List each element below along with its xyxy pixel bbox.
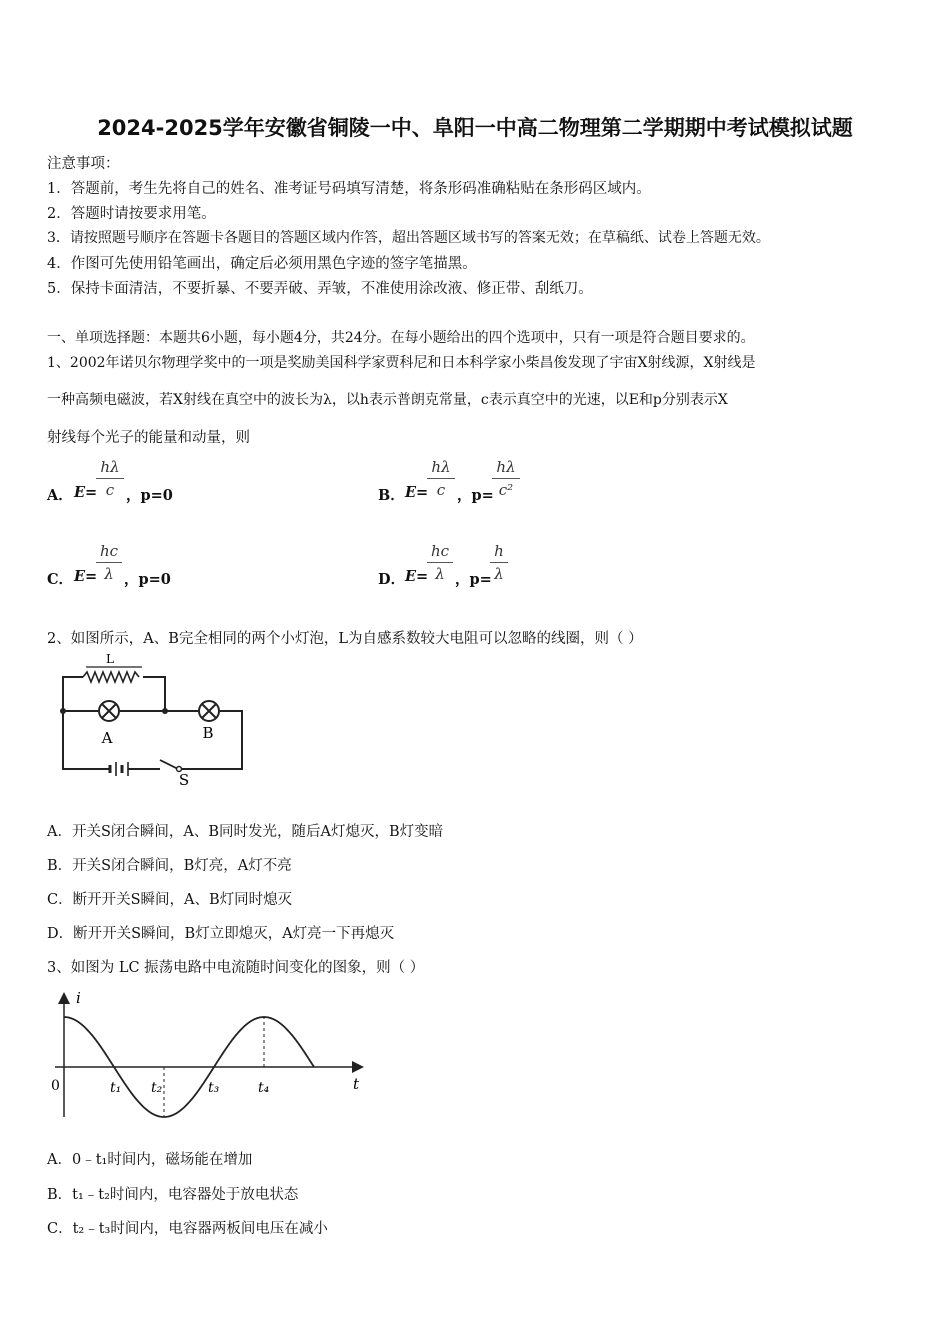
q1-option-a-label: A． [47,487,73,504]
fraction-bar [492,478,520,479]
fraction-denominator: λ [104,565,114,583]
fraction-denominator: c² [498,481,514,499]
inductor-coil-icon [83,672,139,682]
q1-option-d-e-fraction [427,542,453,583]
notes-item: 5．保持卡面清洁，不要折暴、不要弄破、弄皱，不准使用涂改液、修正带、刮纸刀。 [47,281,593,297]
q1-option-a-p: ，p=0 [126,487,173,504]
fraction-numerator: hλ [100,458,120,476]
notes-item: 1．答题前，考生先将自己的姓名、准考证号码填写清楚，将条形码准确粘贴在条形码区域内。 [47,181,651,197]
wire [63,677,83,711]
junction-dot [162,708,168,714]
q1-option-b-e: E= [405,484,429,501]
fraction-bar [427,562,453,563]
t1-label: t₁ [110,1080,122,1096]
q1-option-a-e-fraction [96,458,124,499]
notes-heading: 注意事项： [47,156,120,172]
q3-stem: 3、如图为 LC 振荡电路中电流随时间变化的图象，则（ ） [47,960,425,976]
fraction-numerator: hc [430,542,450,560]
q1-option-b-p: ，p= [457,487,494,504]
q3-current-graph [45,985,370,1120]
q2-circuit-figure [50,652,255,787]
x-axis-label: t [353,1075,360,1093]
q2-option-b: B．开关S闭合瞬间，B灯亮，A灯不亮 [47,858,292,874]
y-axis-label: i [76,989,81,1007]
notes-item: 2．答题时请按要求用笔。 [47,206,216,222]
fraction-bar [96,562,122,563]
fraction-denominator: λ [494,565,504,583]
q1-stem-line3: 射线每个光子的能量和动量，则 [47,430,250,446]
label-a: A [101,729,113,747]
notes-item: 3．请按照题号顺序在答题卡各题目的答题区域内作答，超出答题区域书写的答案无效；在草稿纸、试卷上答题无效。 [47,230,770,246]
page-title: 2024-2025学年安徽省铜陵一中、阜阳一中高二物理第二学期期中考试模拟试题 [97,116,853,140]
fraction-denominator: c [436,481,446,499]
q1-option-d-label: D． [378,571,406,588]
q2-stem: 2、如图所示，A、B完全相同的两个小灯泡，L为自感系数较大电阻可以忽略的线圈，则（ ） [47,631,643,647]
q1-option-a-e: E= [74,484,98,501]
q1-option-c-e-fraction [96,542,122,583]
q1-option-c-label: C． [47,571,74,588]
fraction-numerator: hc [99,542,119,560]
fraction-numerator: hλ [431,458,451,476]
label-b: B [202,724,214,742]
q1-option-c-p: ，p=0 [124,571,171,588]
q1-option-d-p: ，p= [455,571,492,588]
q3-option-b: B．t₁﹣t₂时间内，电容器处于放电状态 [47,1187,299,1203]
origin-label: 0 [51,1078,60,1094]
t3-label: t₃ [208,1080,220,1096]
wire [143,677,165,711]
notes-item: 4．作图可先使用铅笔画出，确定后必须用黑色字迹的签字笔描黑。 [47,256,477,272]
fraction-numerator: h [494,542,504,560]
fraction-denominator: c [105,481,115,499]
q2-option-d: D．断开开关S瞬间，B灯立即熄灭，A灯亮一下再熄灭 [47,926,395,942]
q1-option-c-e: E= [74,568,98,585]
junction-dot [60,708,66,714]
switch-blade-icon [160,760,178,769]
fraction-bar [96,478,124,479]
q1-option-b-label: B． [378,487,405,504]
label-s: S [178,771,190,787]
t2-label: t₂ [151,1080,163,1096]
q1-option-d-e: E= [405,568,429,585]
q2-option-c: C．断开开关S瞬间，A、B灯同时熄灭 [47,892,293,908]
q1-option-b-e-fraction [427,458,455,499]
label-l: L [106,652,114,666]
fraction-bar [490,562,508,563]
t4-label: t₄ [258,1080,270,1096]
q2-option-a: A．开关S闭合瞬间，A、B同时发光，随后A灯熄灭，B灯变暗 [47,824,444,840]
fraction-bar [427,478,455,479]
q1-stem-line2: 一种高频电磁波，若X射线在真空中的波长为λ，以h表示普朗克常量，c表示真空中的光速，以E和p分别表示X [47,392,728,408]
q1-stem-line1: 1、2002年诺贝尔物理学奖中的一项是奖励美国科学家贾科尼和日本科学家小柴昌俊发现了宇宙X射线源，X射线是 [47,355,756,371]
q1-option-b-p-fraction [492,458,520,499]
q1-option-d-p-fraction [490,542,508,583]
section-heading: 一、单项选择题：本题共6小题，每小题4分，共24分。在每小题给出的四个选项中，只有一项是符合题目要求的。 [47,330,755,346]
q3-option-a: A．0﹣t₁时间内，磁场能在增加 [47,1152,253,1168]
fraction-numerator: hλ [496,458,516,476]
q3-option-c: C．t₂﹣t₃时间内，电容器两板间电压在减小 [47,1221,328,1237]
fraction-denominator: λ [435,565,445,583]
